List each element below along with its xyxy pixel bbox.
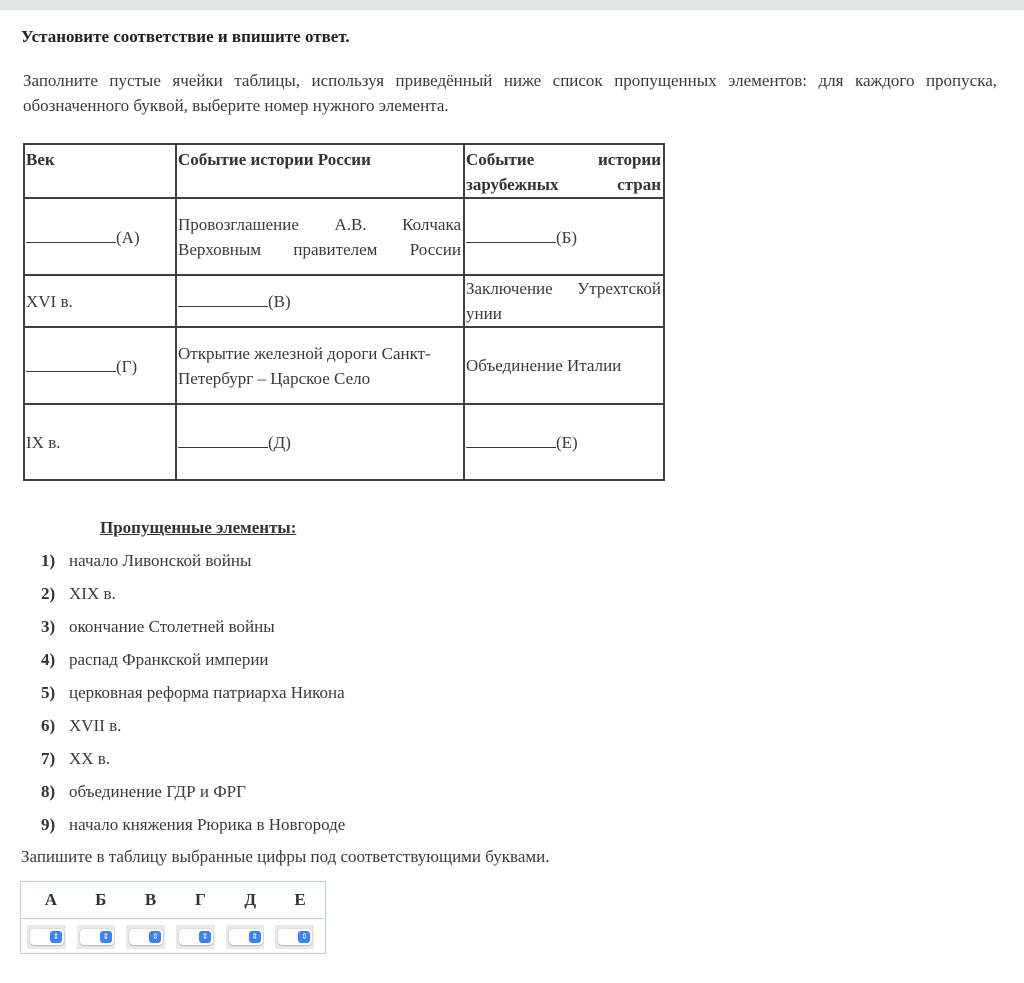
blank-line	[466, 429, 556, 448]
list-item	[41, 647, 345, 680]
select-a[interactable]	[30, 929, 64, 945]
answer-selects-row	[21, 919, 325, 949]
blank-line	[26, 224, 116, 243]
blank-label: (Б)	[556, 227, 578, 247]
item-text: окончание Столетней войны	[69, 617, 275, 636]
select-b[interactable]	[80, 929, 114, 945]
up-down-chevron-icon[interactable]: ⇕	[249, 931, 261, 943]
item-number: 7)	[41, 749, 56, 768]
item-number: 8)	[41, 782, 56, 801]
table-row	[24, 275, 664, 327]
answer-letters-row	[21, 882, 325, 919]
item-text: XX в.	[69, 749, 111, 768]
list-item	[41, 581, 345, 614]
answer-instruction: Запишите в таблицу выбранные цифры под соответствующими буквами.	[21, 847, 550, 866]
cell-blank-v	[176, 275, 464, 327]
top-bar	[0, 0, 1024, 10]
answer-cell	[275, 925, 314, 949]
cell-foreign-event: Объединение Италии	[464, 327, 664, 404]
blank-label: (А)	[116, 227, 140, 247]
answer-cell	[126, 925, 165, 949]
item-number: 2)	[41, 584, 56, 603]
missing-elements-title: Пропущенные элементы:	[100, 518, 297, 537]
blank-label: (Е)	[556, 433, 578, 452]
select-d[interactable]	[229, 929, 263, 945]
up-down-chevron-icon[interactable]: ⇕	[199, 931, 211, 943]
blank-line	[466, 224, 556, 243]
letter-g: Г	[194, 890, 206, 909]
blank-label: (Г)	[116, 356, 138, 376]
task-title: Установите соответствие и впишите ответ.	[21, 27, 350, 46]
task-instructions: Заполните пустые ячейки таблицы, используя приведённый ниже список пропущенных элементов: для каждого пропуска, обозначенного буквой, выберите номер нужного элемента.	[23, 71, 997, 115]
up-down-chevron-icon[interactable]: ⇕	[50, 931, 62, 943]
list-item	[41, 779, 345, 812]
header-century: Век	[24, 144, 176, 198]
cell-blank-e	[464, 404, 664, 480]
letter-v: В	[144, 890, 157, 909]
cell-russia-event: Провозглашение А.В. Колчака Верховным правителем России	[176, 198, 464, 275]
cell-century: XVI в.	[24, 275, 176, 327]
cell-blank-b	[464, 198, 664, 275]
answer-cell	[226, 925, 265, 949]
item-text: XVII в.	[69, 716, 122, 735]
item-text: XIX в.	[69, 584, 116, 603]
select-v[interactable]	[129, 929, 163, 945]
header-russia-event: Событие истории России	[176, 144, 464, 198]
answer-table	[20, 881, 326, 954]
missing-elements-list	[41, 548, 345, 845]
table-row	[24, 198, 664, 275]
cell-blank-g	[24, 327, 176, 404]
cell-foreign-event: Заключение Утрехтской унии	[464, 275, 664, 327]
cell-russia-event: Открытие железной дороги Санкт-Петербург – Царское Село	[176, 327, 464, 404]
select-g[interactable]	[179, 929, 213, 945]
list-item	[41, 548, 345, 581]
history-table	[23, 143, 665, 481]
item-number: 6)	[41, 716, 56, 735]
item-text: начало Ливонской войны	[69, 551, 252, 570]
cell-blank-a	[24, 198, 176, 275]
letter-d: Д	[244, 890, 257, 909]
blank-label: (Д)	[268, 433, 291, 452]
answer-cell	[27, 925, 66, 949]
cell-blank-d	[176, 404, 464, 480]
table-row	[24, 327, 664, 404]
blank-line	[26, 353, 116, 372]
table-header-row	[24, 144, 664, 198]
item-number: 9)	[41, 815, 56, 834]
blank-line	[178, 288, 268, 307]
up-down-chevron-icon[interactable]: ⇕	[149, 931, 161, 943]
item-number: 1)	[41, 551, 56, 570]
cell-century: IX в.	[24, 404, 176, 480]
item-number: 5)	[41, 683, 56, 702]
letter-a: А	[44, 890, 58, 909]
list-item	[41, 680, 345, 713]
list-item	[41, 713, 345, 746]
letter-b: Б	[95, 890, 107, 909]
blank-label: (В)	[268, 292, 291, 311]
header-foreign-event: Событие истории зарубежных стран	[464, 144, 664, 198]
list-item	[41, 812, 345, 845]
table-row	[24, 404, 664, 480]
item-number: 4)	[41, 650, 56, 669]
item-text: распад Франкской империи	[69, 650, 269, 669]
letter-e: Е	[294, 890, 306, 909]
blank-line	[178, 429, 268, 448]
list-item	[41, 614, 345, 647]
item-text: начало княжения Рюрика в Новгороде	[69, 815, 346, 834]
answer-cell	[176, 925, 215, 949]
answer-cell	[77, 925, 116, 949]
up-down-chevron-icon[interactable]: ⇕	[100, 931, 112, 943]
select-e[interactable]	[278, 929, 312, 945]
up-down-chevron-icon[interactable]: ⇕	[298, 931, 310, 943]
item-number: 3)	[41, 617, 56, 636]
item-text: церковная реформа патриарха Никона	[69, 683, 345, 702]
list-item	[41, 746, 345, 779]
item-text: объединение ГДР и ФРГ	[69, 782, 246, 801]
